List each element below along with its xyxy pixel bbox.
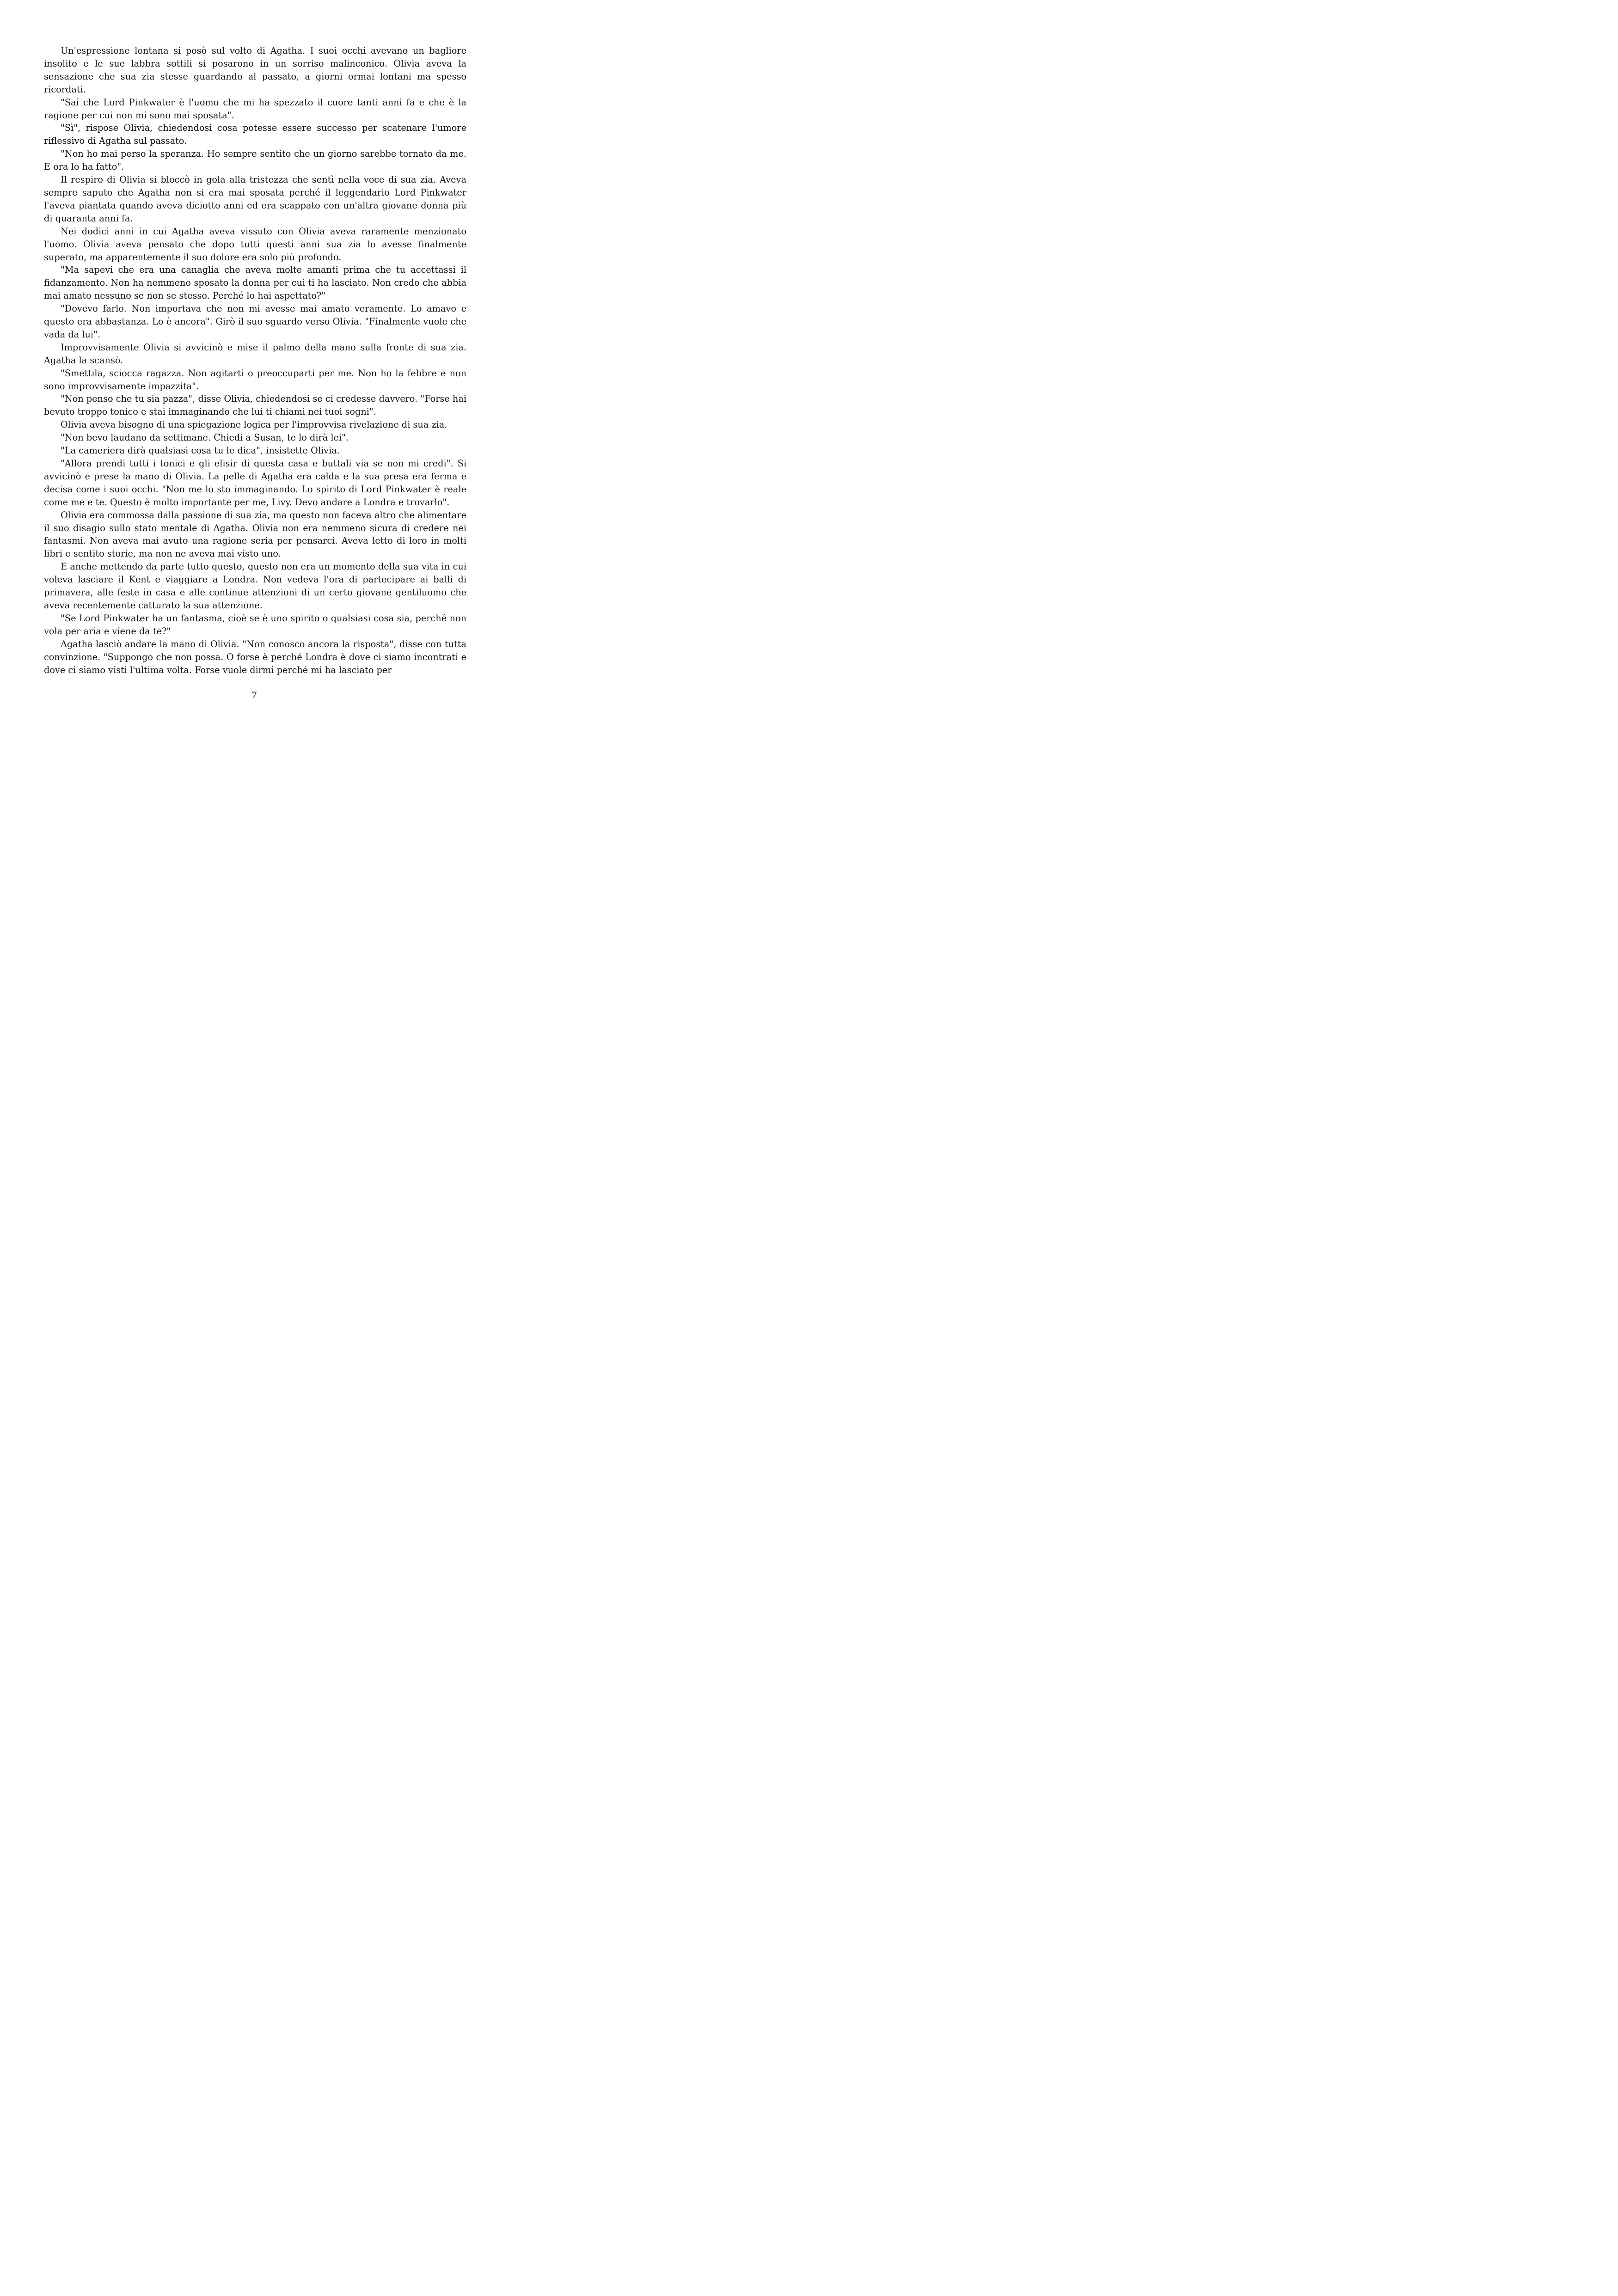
page-body [44,44,466,676]
page-number: 7 [251,690,257,700]
paragraph: "Se Lord Pinkwater ha un fantasma, cioè se è uno spirito o qualsiasi cosa sia, perché non vola per aria e viene da te?" [44,612,466,637]
paragraph: "Dovevo farlo. Non importava che non mi avesse mai amato veramente. Lo amavo e questo era abbastanza. Lo è ancora". Girò il suo sguardo verso Olivia. "Finalmente vuole che vada da lui". [44,303,466,340]
paragraph: Un'espressione lontana si posò sul volto di Agatha. I suoi occhi avevano un bagliore insolito e le sue labbra sottili si posarono in un sorriso malinconico. Olivia aveva la sensazione che sua zia stesse guardando al passato, a giorni ormai lontani ma spesso ricordati. [44,45,466,95]
paragraph: "Sì", rispose Olivia, chiedendosi cosa potesse essere successo per scatenare l'umore riflessivo di Agatha sul passato. [44,122,466,147]
paragraph: "Smettila, sciocca ragazza. Non agitarti o preoccuparti per me. Non ho la febbre e non sono improvvisamente impazzita". [44,367,466,392]
paragraph: Il respiro di Olivia si bloccò in gola alla tristezza che sentì nella voce di sua zia. Aveva sempre saputo che Agatha non si era mai sposata perché il leggendario Lord Pinkwater l'aveva piantata quando aveva diciotto anni ed era scappato con un'altra giovane donna più di quaranta anni fa. [44,174,466,224]
paragraph: Olivia era commossa dalla passione di sua zia, ma questo non faceva altro che alimentare il suo disagio sullo stato mentale di Agatha. Olivia non era nemmeno sicura di credere nei fantasmi. Non aveva mai avuto una ragione seria per pensarci. Aveva letto di loro in molti libri e sentito storie, ma non ne aveva mai visto uno. [44,509,466,559]
paragraph: "Non penso che tu sia pazza", disse Olivia, chiedendosi se ci credesse davvero. "Forse hai bevuto troppo tonico e stai immaginando che lui ti chiami nei tuoi sogni". [44,393,466,417]
paragraph: "Non bevo laudano da settimane. Chiedi a Susan, te lo dirà lei". [61,432,349,443]
paragraph: "Sai che Lord Pinkwater è l'uomo che mi ha spezzato il cuore tanti anni fa e che è la ragione per cui non mi sono mai sposata". [44,97,466,121]
paragraph: Improvvisamente Olivia si avvicinò e mise il palmo della mano sulla fronte di sua zia. Agatha la scansò. [44,342,466,366]
paragraph: "Ma sapevi che era una canaglia che aveva molte amanti prima che tu accettassi il fidanzamento. Non ha nemmeno sposato la donna per cui ti ha lasciato. Non credo che abbia mai amato nessuno se non se stesso. Perché lo hai aspettato?" [44,264,466,301]
paragraph: E anche mettendo da parte tutto questo, questo non era un momento della sua vita in cui voleva lasciare il Kent e viaggiare a Londra. Non vedeva l'ora di partecipare ai balli di primavera, alle feste in casa e alle continue attenzioni di un certo giovane gentiluomo che aveva recentemente catturato la sua attenzione. [44,561,466,611]
paragraph: Nei dodici anni in cui Agatha aveva vissuto con Olivia aveva raramente menzionato l'uomo. Olivia aveva pensato che dopo tutti questi anni sua zia lo avesse finalmente superato, ma apparentemente il suo dolore era solo più profondo. [44,226,466,263]
paragraph: "La cameriera dirà qualsiasi cosa tu le dica", insistette Olivia. [61,445,340,456]
paragraph: Olivia aveva bisogno di una spiegazione logica per l'improvvisa rivelazione di sua zia. [61,419,447,430]
paragraph: Agatha lasciò andare la mano di Olivia. "Non conosco ancora la risposta", disse con tutta convinzione. "Suppongo che non possa. O forse è perché Londra è dove ci siamo incontrati e dove ci siamo visti l'ultima volta. Forse vuole dirmi perché mi ha lasciato per [44,638,466,675]
paragraph: "Allora prendi tutti i tonici e gli elisir di questa casa e buttali via se non mi credi". Si avvicinò e prese la mano di Olivia. La pelle di Agatha era calda e la sua presa era ferma e decisa come i suoi occhi. "Non me lo sto immaginando. Lo spirito di Lord Pinkwater è reale come me e te. Questo è molto importante per me, Livy. Devo andare a Londra e trovarlo". [44,458,466,508]
paragraph: "Non ho mai perso la speranza. Ho sempre sentito che un giorno sarebbe tornato da me. E ora lo ha fatto". [44,148,466,172]
